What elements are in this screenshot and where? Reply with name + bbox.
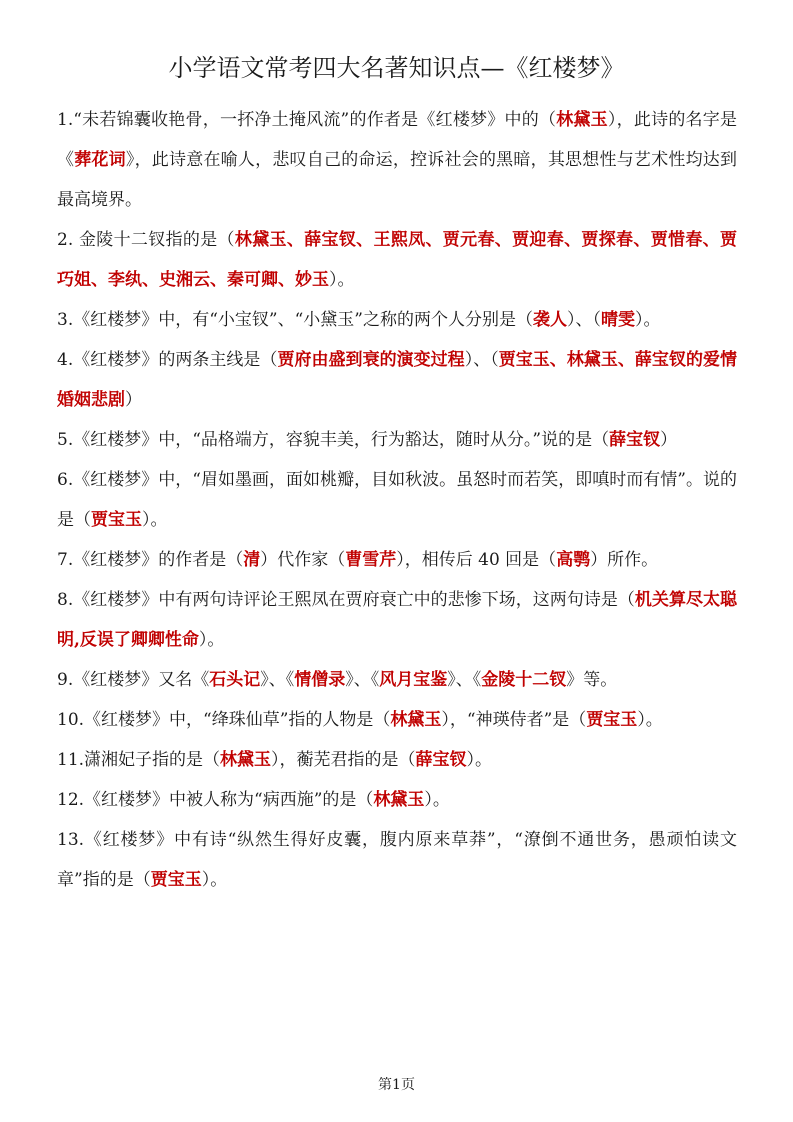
answer-text: 葬花词 [74,150,126,170]
question-item-7 [57,540,737,580]
question-text: 6.《红楼梦》中，“眉如墨画，面如桃瓣，目如秋波。虽怒时而若笑，即嗔时而有情”。说的是（ [57,470,737,530]
question-text: 7.《红楼梦》的作者是（ [57,550,244,570]
question-text: ） [660,430,678,450]
question-text: ），此诗的名字是《 [57,110,738,170]
answer-text: 林黛玉 [390,710,442,730]
question-item-11 [57,740,737,780]
question-text: 8.《红楼梦》中有两句诗评论王熙凤在贾府衰亡中的悲惨下场，这两句诗是（ [57,590,635,610]
question-text: ）。 [201,870,228,890]
answer-text: 高鹗 [556,550,591,570]
question-text: 》、《 [260,670,295,690]
answer-text: 贾府由盛到衰的演变过程 [277,350,465,370]
question-text: ）。 [142,510,168,530]
question-text: ），相传后 40 回是（ [396,550,557,570]
question-item-9 [57,660,737,700]
answer-text: 林黛玉 [220,750,272,770]
question-text: 3.《红楼梦》中，有“小宝钗”、“小黛玉”之称的两个人分别是（ [57,310,533,330]
question-text: 1.“未若锦囊收艳骨，一抔净土掩风流”的作者是《红楼梦》中的（ [57,110,557,130]
question-text: 》、《 [345,670,380,690]
answer-text: 贾宝玉 [586,710,638,730]
question-text: 4.《红楼梦》的两条主线是（ [57,350,278,370]
question-text: 13.《红楼梦》中有诗“纵然生得好皮囊，腹内原来草莽”，“潦倒不通世务，愚顽怕读文章”指的是（ [57,830,737,890]
question-item-10 [57,700,737,740]
page-number: 第1页 [378,1077,415,1093]
answer-text: 薛宝钗 [415,750,467,770]
answer-text: 清 [243,550,261,570]
question-item-6 [57,460,737,540]
answer-text: 金陵十二钗 [481,670,567,690]
answer-text: 情僧录 [294,670,346,690]
question-text: ）、（ [464,350,499,370]
question-text: ）。 [466,750,493,770]
question-item-8 [57,580,737,660]
answer-text: 机关算尽太聪明,反误了卿卿性命 [57,590,738,650]
question-text: 》等。 [566,670,618,690]
question-text: ）。 [198,630,225,650]
question-item-4 [57,340,737,420]
answer-text: 袭人 [532,310,567,330]
question-list [57,100,737,900]
question-text: ）。 [634,310,661,330]
question-item-5 [57,420,737,460]
answer-text: 薛宝钗 [609,430,661,450]
question-item-13 [57,820,737,900]
question-text: ），蘅芜君指的是（ [271,750,416,770]
question-text: ）。 [424,790,450,810]
answer-text: 风月宝鉴 [379,670,448,690]
question-text: 》、《 [447,670,482,690]
question-text: 9.《红楼梦》又名《 [57,670,210,690]
answer-text: 林黛玉、薛宝钗、王熙凤、贾元春、贾迎春、贾探春、贾惜春、贾巧姐、李纨、史湘云、秦可卿、妙玉 [57,230,738,290]
page-title: 小学语文常考四大名著知识点—《红楼梦》 [168,54,625,82]
answer-text: 贾宝玉 [150,870,202,890]
question-item-3 [57,300,737,340]
answer-text: 晴雯 [600,310,635,330]
question-text: ）。 [329,270,355,290]
question-text: ）。 [637,710,663,730]
question-item-2 [57,220,737,300]
question-item-1 [57,100,737,220]
answer-text: 贾宝玉、林黛玉、薛宝钗的爱情婚姻悲剧 [57,350,737,410]
question-text: ），“神瑛侍者”是（ [441,710,587,730]
question-text: ）所作。 [590,550,659,570]
answer-text: 贾宝玉 [91,510,142,530]
answer-text: 石头记 [209,670,261,690]
question-text: 5.《红楼梦》中，“品格端方，容貌丰美，行为豁达，随时从分。”说的是（ [57,430,610,450]
answer-text: 曹雪芹 [345,550,397,570]
question-item-12 [57,780,737,820]
question-text: 2. 金陵十二钗指的是（ [57,230,235,250]
question-text: ）代作家（ [260,550,346,570]
question-text: 12.《红楼梦》中被人称为“病西施”的是（ [57,790,374,810]
question-text: ） [125,390,142,410]
question-text: ）、（ [566,310,601,330]
question-text: 11.潇湘妃子指的是（ [57,750,221,770]
answer-text: 林黛玉 [373,790,425,810]
question-text: 10.《红楼梦》中，“绛珠仙草”指的人物是（ [57,710,391,730]
question-text: 》，此诗意在喻人，悲叹自己的命运，控诉社会的黑暗，其思想性与艺术性均达到最高境界。 [57,150,738,210]
answer-text: 林黛玉 [556,110,608,130]
